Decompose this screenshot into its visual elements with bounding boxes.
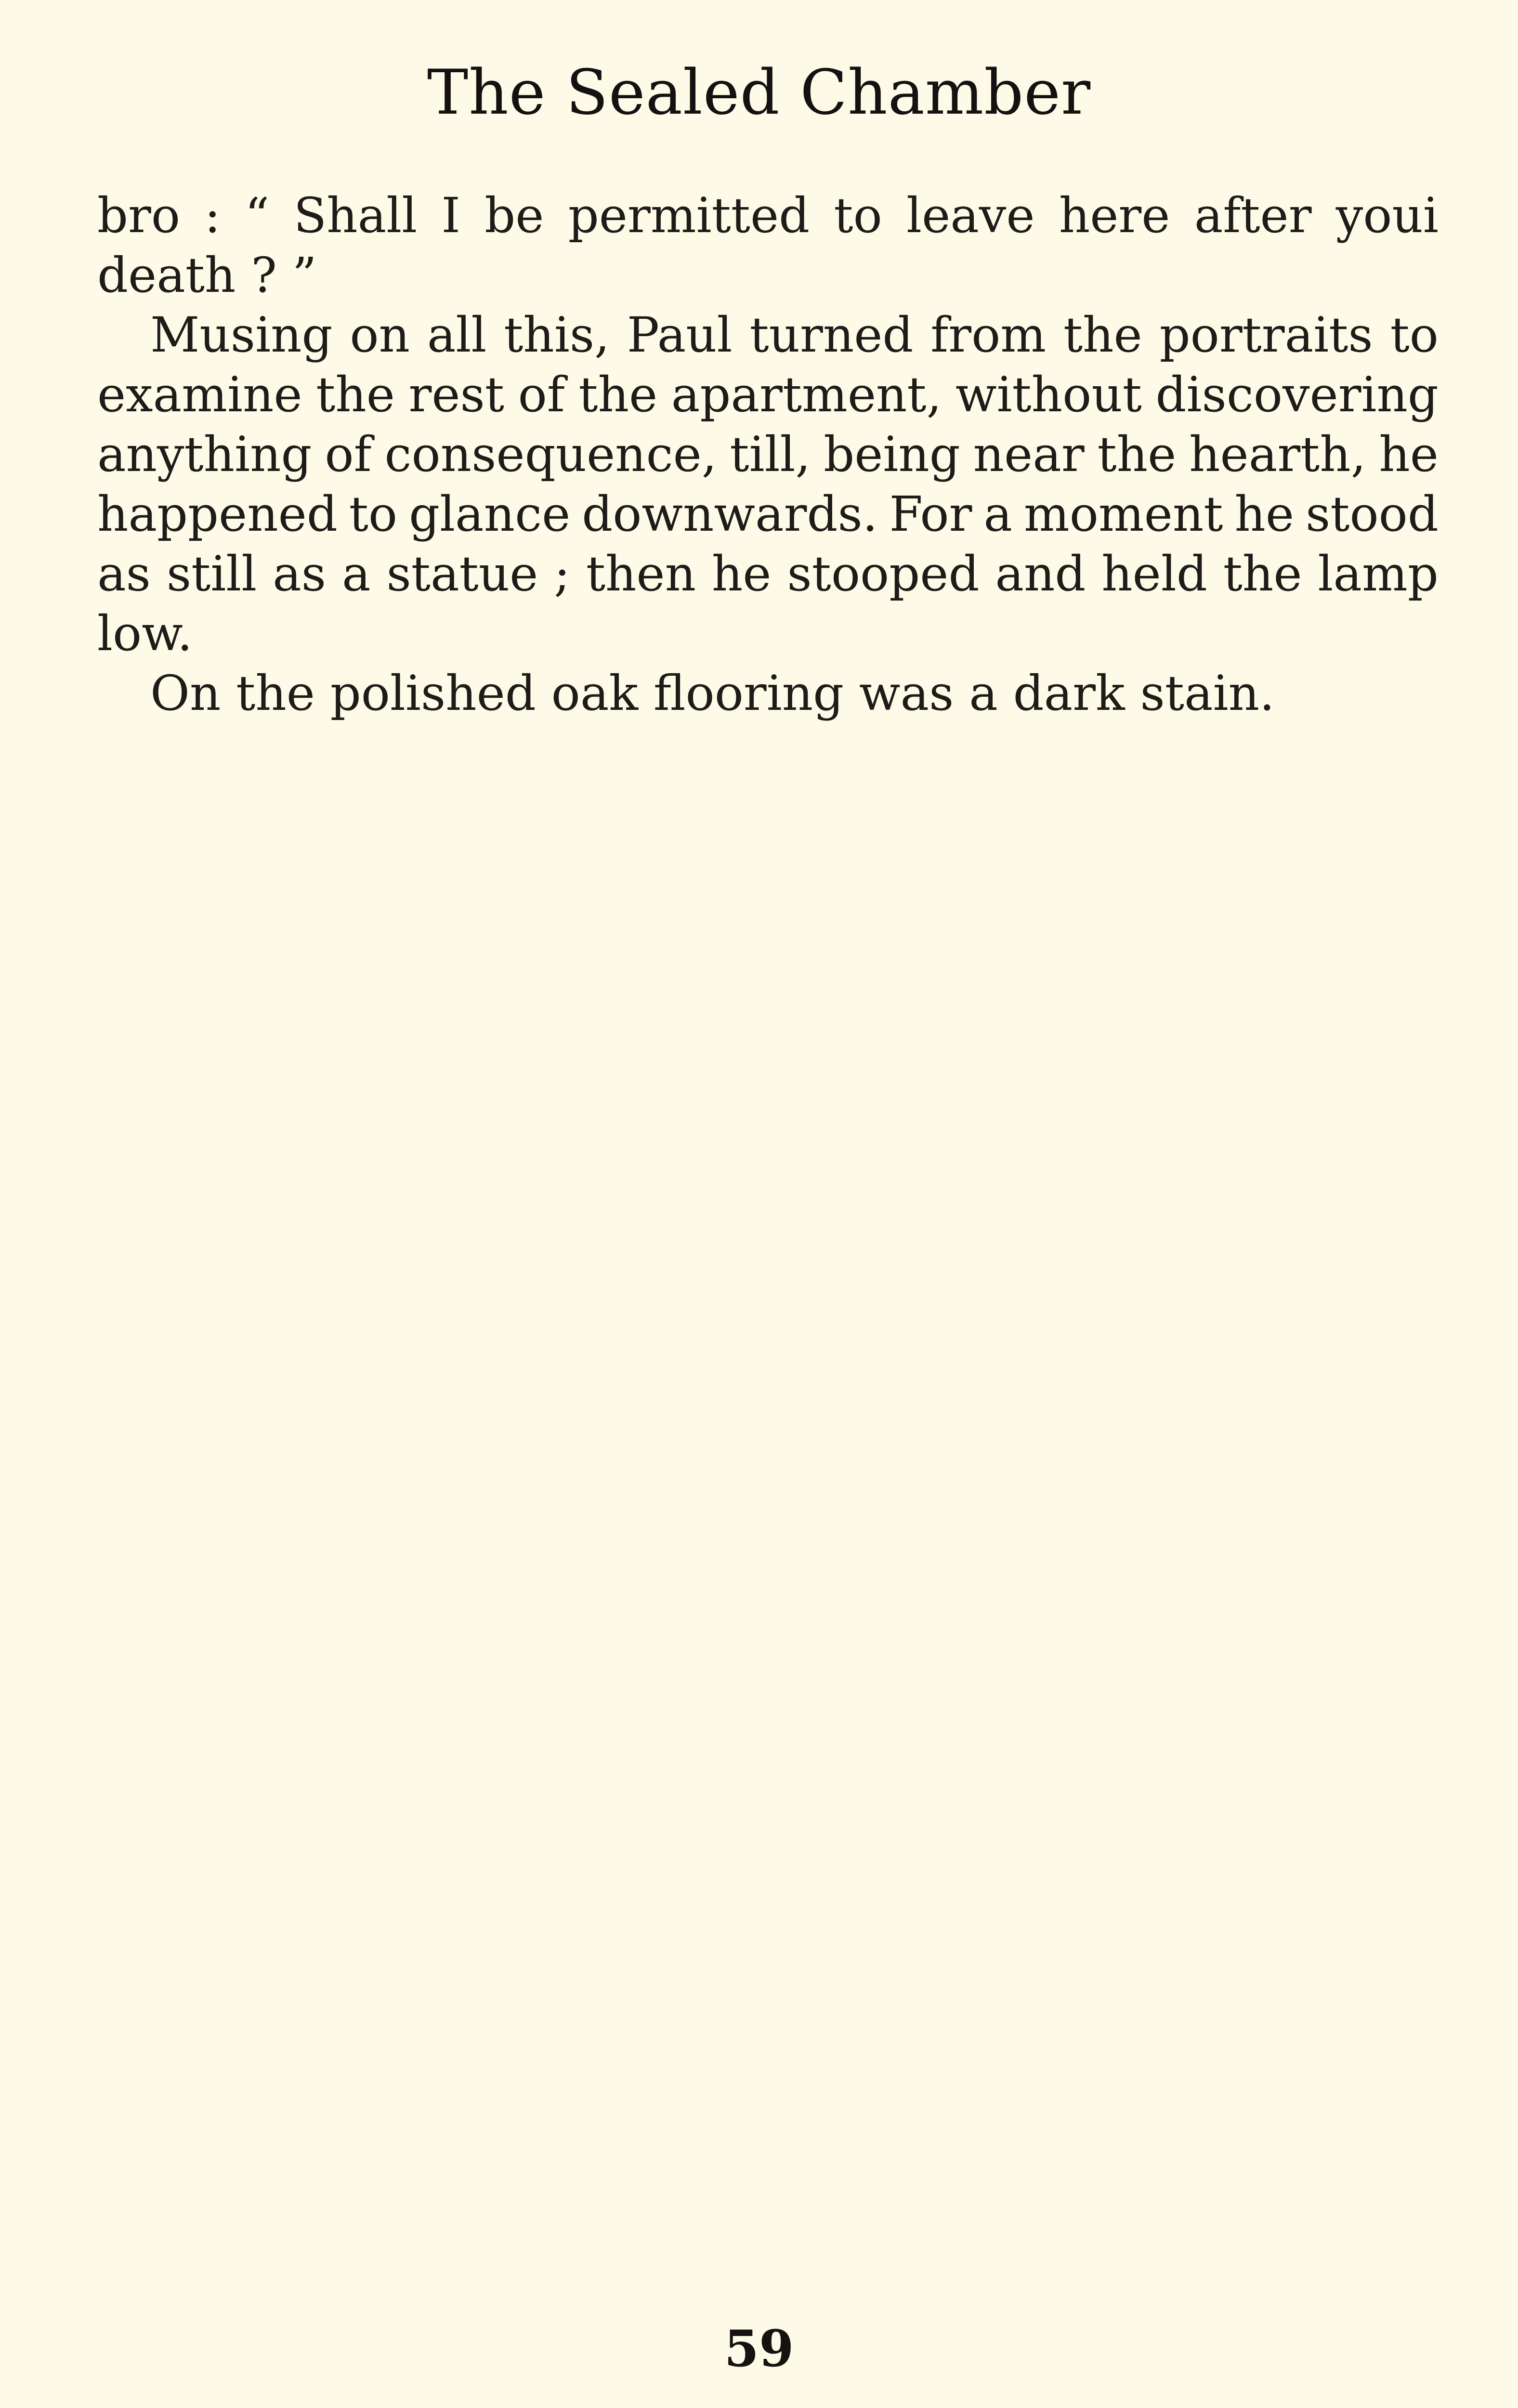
word: of <box>518 366 565 423</box>
word: as <box>97 546 151 602</box>
text-line: death ? ” <box>97 247 317 303</box>
word: consequence, <box>384 426 717 483</box>
word: hearth, <box>1189 426 1366 483</box>
word: moment <box>1023 486 1223 542</box>
word: Paul <box>627 307 733 363</box>
word: leave <box>906 187 1035 244</box>
word: examine <box>97 366 302 423</box>
word: youi <box>1335 187 1439 244</box>
word: permitted <box>568 187 810 244</box>
word: the <box>1063 307 1142 363</box>
word: held <box>1101 546 1207 602</box>
word: stood <box>1305 486 1439 542</box>
word: discovering <box>1155 366 1439 423</box>
word: of <box>325 426 372 483</box>
word: the <box>316 366 395 423</box>
word: statue <box>386 546 538 602</box>
word: the <box>1097 426 1177 483</box>
word: as <box>273 546 327 602</box>
word: here <box>1059 187 1170 244</box>
paragraph-start-line: On the polished oak flooring was a dark stain. <box>150 665 1275 721</box>
page-number: 59 <box>724 2319 794 2378</box>
word: rest <box>408 366 505 423</box>
word: to <box>1390 307 1439 363</box>
word: after <box>1194 187 1312 244</box>
paragraph-start-line <box>150 305 1439 365</box>
word: happened <box>97 486 338 542</box>
word: still <box>166 546 257 602</box>
running-head-title: The Sealed Chamber <box>427 57 1091 129</box>
word: a <box>341 546 371 602</box>
word: to <box>834 187 882 244</box>
text-line <box>97 484 1439 544</box>
word: : <box>204 187 221 244</box>
word: till, <box>730 426 811 483</box>
text-line <box>97 544 1439 604</box>
word: portraits <box>1159 307 1373 363</box>
word: a <box>983 486 1012 542</box>
word: without <box>955 366 1142 423</box>
word: lamp <box>1318 546 1439 602</box>
word: from <box>930 307 1047 363</box>
word: he <box>711 546 772 602</box>
text-line <box>97 186 1439 246</box>
word: Musing <box>150 307 333 363</box>
word: near <box>973 426 1085 483</box>
word: being <box>824 426 960 483</box>
word: the <box>578 366 658 423</box>
word: all <box>427 307 487 363</box>
text-line <box>97 365 1439 425</box>
word: he <box>1234 486 1295 542</box>
word: ; <box>554 546 570 602</box>
word: downwards. <box>582 486 878 542</box>
word: anything <box>97 426 312 483</box>
word: the <box>1223 546 1302 602</box>
word: glance <box>409 486 571 542</box>
word: on <box>350 307 410 363</box>
word: I <box>441 187 460 244</box>
word: For <box>889 486 972 542</box>
word: apartment, <box>671 366 942 423</box>
word: “ <box>245 187 270 244</box>
word: turned <box>749 307 914 363</box>
text-line: low. <box>97 605 193 662</box>
word: bro <box>97 187 181 244</box>
text-line <box>97 425 1439 484</box>
word: Shall <box>293 187 418 244</box>
word: this, <box>504 307 610 363</box>
word: then <box>586 546 696 602</box>
word: stooped <box>787 546 980 602</box>
word: be <box>484 187 544 244</box>
word: and <box>995 546 1086 602</box>
word: he <box>1379 426 1439 483</box>
word: to <box>349 486 398 542</box>
